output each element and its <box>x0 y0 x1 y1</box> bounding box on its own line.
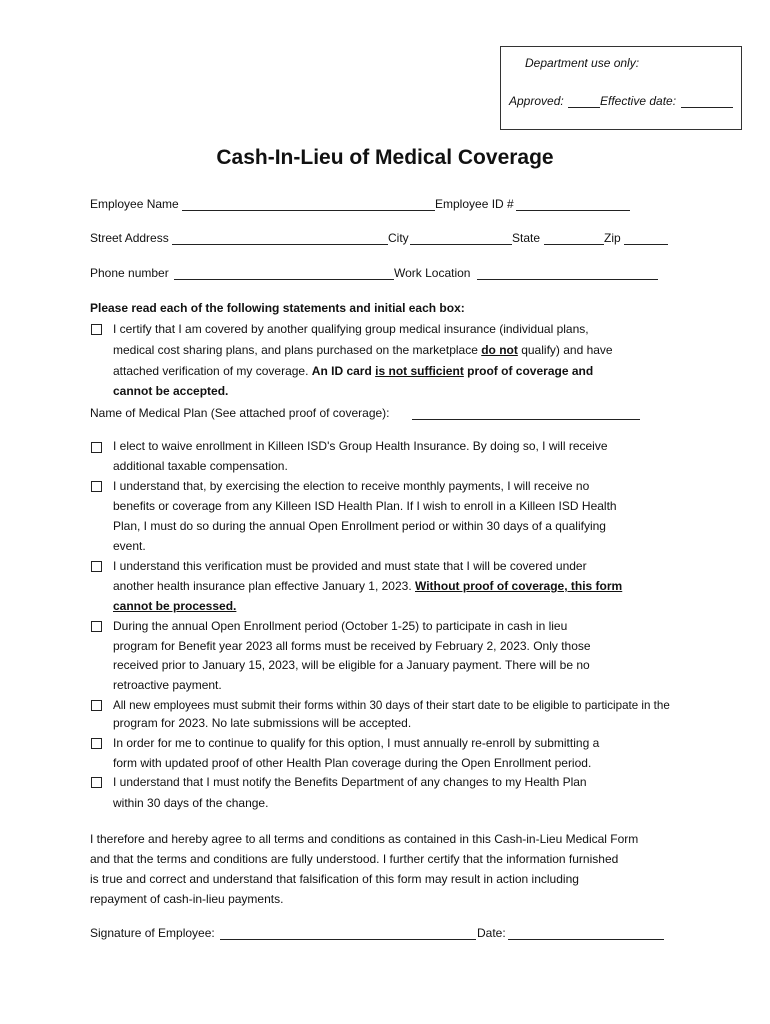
statement-1-line-2: medical cost sharing plans, and plans purchased on the marketplace do not qualify) and have <box>113 343 613 357</box>
work-location-field[interactable] <box>477 279 658 280</box>
statement-8-line-2: within 30 days of the change. <box>113 796 269 810</box>
statement-3-checkbox[interactable] <box>91 481 102 492</box>
employee-name-field[interactable] <box>182 210 435 211</box>
signature-field[interactable] <box>220 939 476 940</box>
agreement-line-2: and that the terms and conditions are fully understood. I further certify that the information furnished <box>90 852 619 866</box>
statement-5-line-3: received prior to January 15, 2023, will be eligible for a January payment. There will be no <box>113 658 590 672</box>
statement-4-line-1: I understand this verification must be provided and must state that I will be covered under <box>113 559 587 573</box>
state-field[interactable] <box>544 244 604 245</box>
department-use-box <box>500 46 742 130</box>
work-location-label: Work Location <box>394 266 471 280</box>
employee-id-label: Employee ID # <box>435 197 514 211</box>
statement-7-line-1: In order for me to continue to qualify for this option, I must annually re-enroll by submitting a <box>113 736 600 750</box>
statement-2-line-1: I elect to waive enrollment in Killeen ISD's Group Health Insurance. By doing so, I will receive <box>113 439 608 453</box>
page-title: Cash-In-Lieu of Medical Coverage <box>216 146 554 169</box>
date-field[interactable] <box>508 939 664 940</box>
zip-field[interactable] <box>624 244 668 245</box>
statement-1-line-4: cannot be accepted. <box>113 384 229 398</box>
statement-4-line-3: cannot be processed. <box>113 599 237 613</box>
agreement-line-3: is true and correct and understand that falsification of this form may result in action including <box>90 872 579 886</box>
statement-2-line-2: additional taxable compensation. <box>113 459 288 473</box>
medical-plan-label: Name of Medical Plan (See attached proof of coverage): <box>90 406 390 420</box>
statement-6-line-2: program for 2023. No late submissions will be accepted. <box>113 716 412 730</box>
statement-1-checkbox[interactable] <box>91 324 102 335</box>
statement-7-line-2: form with updated proof of other Health Plan coverage during the Open Enrollment period. <box>113 756 592 770</box>
statement-6-checkbox[interactable] <box>91 700 102 711</box>
phone-number-label: Phone number <box>90 266 169 280</box>
employee-id-field[interactable] <box>516 210 630 211</box>
zip-label: Zip <box>604 231 621 245</box>
statement-3-line-4: event. <box>113 539 146 553</box>
street-address-label: Street Address <box>90 231 169 245</box>
statement-6-line-1: All new employees must submit their forms within 30 days of their start date to be eligible to participate in the <box>113 699 670 712</box>
agreement-line-4: repayment of cash-in-lieu payments. <box>90 892 284 906</box>
statement-4-checkbox[interactable] <box>91 561 102 572</box>
effective-date-line[interactable] <box>681 107 733 108</box>
medical-plan-field[interactable] <box>412 419 640 420</box>
statement-5-line-2: program for Benefit year 2023 all forms must be received by February 2, 2023. Only those <box>113 639 591 653</box>
instruction-heading: Please read each of the following statements and initial each box: <box>90 301 465 315</box>
statement-5-line-4: retroactive payment. <box>113 678 222 692</box>
approved-line[interactable] <box>568 107 600 108</box>
effective-date-label: Effective date: <box>600 94 677 108</box>
date-label: Date: <box>477 926 506 940</box>
statement-1-line-3: attached verification of my coverage. An ID card is not sufficient proof of coverage and <box>113 364 594 378</box>
statement-8-checkbox[interactable] <box>91 777 102 788</box>
city-label: City <box>388 231 409 245</box>
street-address-field[interactable] <box>172 244 388 245</box>
statement-8-line-1: I understand that I must notify the Benefits Department of any changes to my Health Plan <box>113 775 587 789</box>
statement-3-line-3: Plan, I must do so during the annual Open Enrollment period or within 30 days of a qualifying <box>113 519 606 533</box>
department-use-label: Department use only: <box>525 56 640 70</box>
agreement-line-1: I therefore and hereby agree to all terms and conditions as contained in this Cash-in-Lieu Medical Form <box>90 832 639 846</box>
employee-name-label: Employee Name <box>90 197 179 211</box>
statement-5-line-1: During the annual Open Enrollment period (October 1-25) to participate in cash in lieu <box>113 619 568 633</box>
phone-number-field[interactable] <box>174 279 394 280</box>
statement-5-checkbox[interactable] <box>91 621 102 632</box>
state-label: State <box>512 231 541 245</box>
statement-4-line-2: another health insurance plan effective January 1, 2023. Without proof of coverage, this form <box>113 579 623 593</box>
statement-3-line-2: benefits or coverage from any Killeen ISD Health Plan. If I wish to enroll in a Killeen ISD Health <box>113 499 617 513</box>
statement-2-checkbox[interactable] <box>91 442 102 453</box>
signature-label: Signature of Employee: <box>90 926 215 940</box>
city-field[interactable] <box>410 244 512 245</box>
statement-1-line-1: I certify that I am covered by another qualifying group medical insurance (individual plans, <box>113 322 589 336</box>
approved-label: Approved: <box>509 94 564 108</box>
statement-7-checkbox[interactable] <box>91 738 102 749</box>
statement-3-line-1: I understand that, by exercising the election to receive monthly payments, I will receive no <box>113 479 590 493</box>
